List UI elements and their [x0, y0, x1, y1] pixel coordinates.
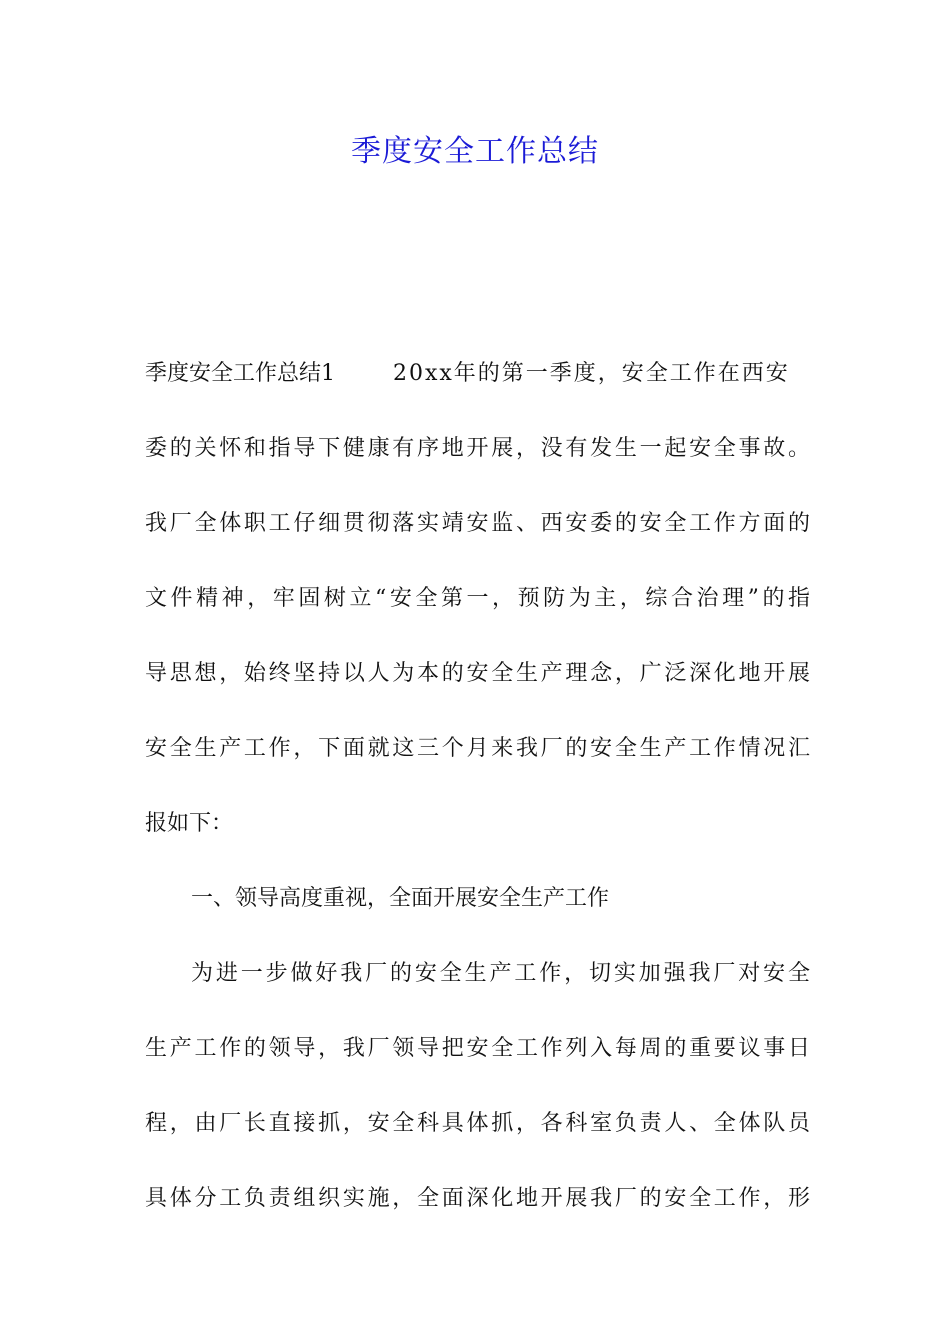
paragraph-line: 委的关怀和指导下健康有序地开展，没有发生一起安全事故。 — [145, 436, 810, 461]
section-heading: 一、领导高度重视，全面开展安全生产工作 — [191, 886, 610, 911]
paragraph-line: 为进一步做好我厂的安全生产工作，切实加强我厂对安全 — [191, 961, 810, 986]
paragraph-line: 报如下： — [145, 811, 234, 836]
paragraph-line — [145, 336, 810, 411]
section-lead: 季度安全工作总结1 — [145, 361, 335, 386]
paragraph-line: 文件精神，牢固树立“安全第一，预防为主，综合治理”的指 — [145, 586, 810, 611]
paragraph-text: 20xx年的第一季度，安全工作在西安 — [393, 361, 790, 386]
paragraph-line: 我厂全体职工仔细贯彻落实靖安监、西安委的安全工作方面的 — [145, 511, 810, 536]
paragraph-line: 导思想，始终坚持以人为本的安全生产理念，广泛深化地开展 — [145, 661, 810, 686]
paragraph-line: 生产工作的领导，我厂领导把安全工作列入每周的重要议事日 — [145, 1036, 810, 1061]
document-body — [145, 336, 810, 1236]
document-title: 季度安全工作总结 — [351, 134, 599, 169]
paragraph-line: 程，由厂长直接抓，安全科具体抓，各科室负责人、全体队员 — [145, 1111, 810, 1136]
paragraph-line: 安全生产工作，下面就这三个月来我厂的安全生产工作情况汇 — [145, 736, 810, 761]
paragraph-line: 具体分工负责组织实施，全面深化地开展我厂的安全工作，形 — [145, 1186, 810, 1211]
